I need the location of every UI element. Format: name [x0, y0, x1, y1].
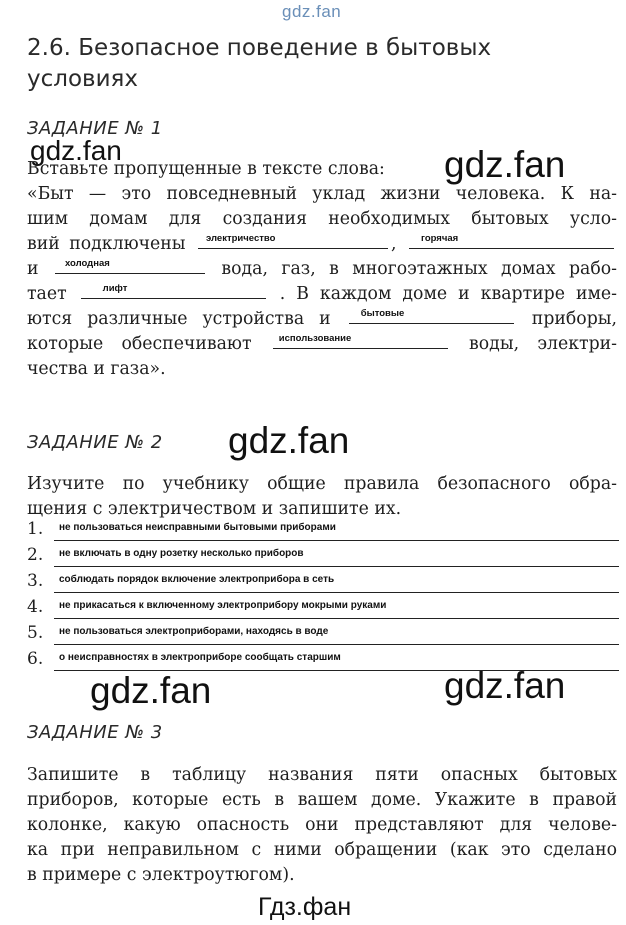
task1-line3-text: вий подключены [27, 234, 186, 254]
rule-text: не включать в одну розетку несколько приборов [59, 548, 304, 559]
rule-text: не пользоваться электроприборами, находясь в воде [59, 626, 329, 637]
task1-line8: чества и газа». [27, 359, 166, 379]
task1-line6-end: приборы, [531, 309, 618, 329]
task1-line5-start: тает [27, 284, 67, 304]
task1-line3 [27, 232, 617, 257]
task3-title: ЗАДАНИЕ № 3 [27, 722, 163, 743]
rule-text: не пользоваться неисправными бытовыми приборами [59, 522, 336, 533]
rule-row [27, 518, 619, 544]
rule-text: не прикасаться к включенному электроприбору мокрыми руками [59, 600, 387, 611]
task1-line5-end: . В каждом доме и квартире име- [279, 284, 617, 304]
task1-instruction: Вставьте пропущенные в тексте слова: [27, 159, 385, 179]
task1-text [27, 157, 617, 382]
watermark-mid: gdz.fan [228, 420, 350, 461]
blank-5[interactable] [349, 307, 514, 324]
task3-line2: приборов, которые есть в вашем доме. Укажите в правой [27, 790, 617, 810]
task1-line4-start: и [27, 259, 39, 279]
answer-5: бытовые [360, 308, 405, 319]
watermark-right2: gdz.fan [444, 665, 566, 706]
watermark-top: gdz.fan [282, 2, 342, 21]
task1-line4 [27, 257, 617, 282]
answer-4: лифт [102, 283, 128, 294]
section-title-line1: 2.6. Безопасное поведение в бытовых [27, 35, 492, 61]
task1-line3-comma: , [391, 234, 397, 254]
section-title [27, 33, 491, 95]
task3-line1: Запишите в таблицу названия пяти опасных бытовых [27, 765, 617, 785]
task1-line5 [27, 282, 617, 307]
rules-list [27, 518, 619, 674]
watermark-left1: gdz.fan [30, 135, 122, 166]
rule-answer-line[interactable] [54, 566, 619, 567]
task3-line4: ка при неправильном с ними обращении (как это сделано [27, 840, 617, 860]
rule-number: 6. [27, 649, 44, 669]
task2-line1: Изучите по учебнику общие правила безопасного обра- [27, 474, 617, 494]
task1-title: ЗАДАНИЕ № 1 [27, 118, 163, 139]
rule-text: соблюдать порядок включение электроприбора в сеть [59, 574, 335, 585]
task1-line4-end: вода, газ, в многоэтажных домах рабо- [221, 259, 617, 279]
rule-number: 4. [27, 597, 44, 617]
task1-line6-start: ются различные устройства и [27, 309, 331, 329]
task3-text [27, 763, 617, 888]
rule-row [27, 544, 619, 570]
answer-2: горячая [420, 233, 459, 244]
section-title-line2: условиях [27, 66, 138, 92]
task1-line6 [27, 307, 617, 332]
blank-1[interactable] [198, 232, 388, 249]
rule-answer-line[interactable] [54, 592, 619, 593]
task2-text [27, 472, 617, 522]
watermark-bottom: Гдз.фан [258, 893, 352, 921]
blank-6[interactable] [273, 332, 448, 349]
task3-line5: в примере с электроутюгом). [27, 865, 295, 885]
task1-line7-end: воды, электри- [469, 334, 617, 354]
task3-line3: колонке, какую опасность они представляют для челове- [27, 815, 617, 835]
task1-line7 [27, 332, 617, 357]
blank-4[interactable] [81, 282, 266, 299]
task2-title: ЗАДАНИЕ № 2 [27, 432, 163, 453]
answer-1: электричество [206, 233, 276, 244]
answer-3: холодная [64, 258, 110, 269]
blank-3[interactable] [55, 257, 205, 274]
watermark-right1: gdz.fan [444, 144, 566, 185]
rule-row [27, 622, 619, 648]
task2-line2: щения с электричеством и запишите их. [27, 499, 402, 519]
task1-line1: «Быт — это повседневный уклад жизни человека. К на- [27, 184, 617, 204]
task1-line2: шим домам для создания необходимых бытовых усло- [27, 209, 617, 229]
blank-2[interactable] [409, 232, 614, 249]
answer-6: использование [278, 333, 352, 344]
rule-number: 1. [27, 519, 44, 539]
rule-text: о неисправностях в электроприборе сообщать старшим [59, 652, 341, 663]
rule-row [27, 570, 619, 596]
rule-number: 5. [27, 623, 44, 643]
rule-answer-line[interactable] [54, 540, 619, 541]
task1-line7-start: которые обеспечивают [27, 334, 252, 354]
rule-row [27, 596, 619, 622]
watermark-left2: gdz.fan [90, 670, 212, 711]
rule-number: 2. [27, 545, 44, 565]
rule-answer-line[interactable] [54, 618, 619, 619]
rule-answer-line[interactable] [54, 644, 619, 645]
rule-number: 3. [27, 571, 44, 591]
